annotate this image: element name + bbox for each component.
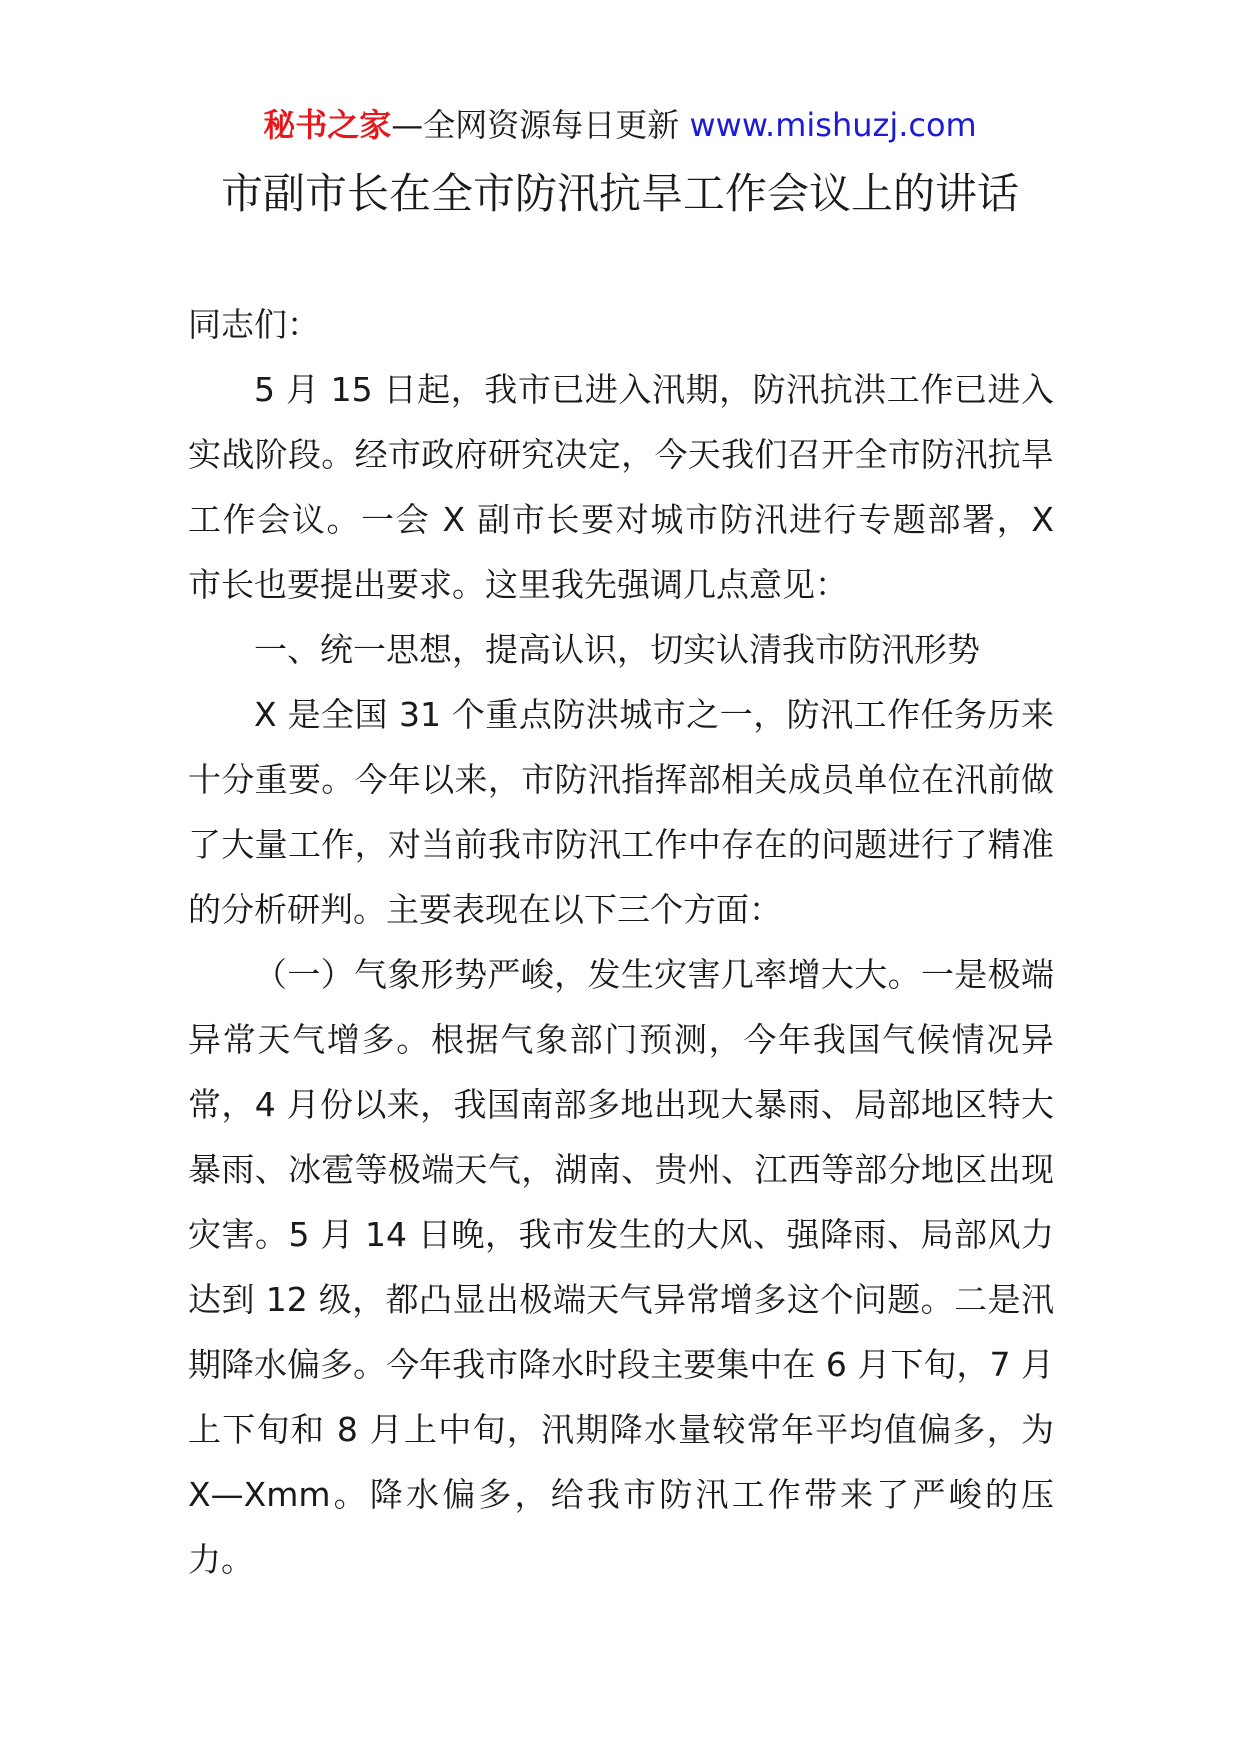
document-body xyxy=(188,292,1054,1592)
paragraph-weather: （一）气象形势严峻，发生灾害几率增大大。一是极端异常天气增多。根据气象部门预测，今年我国气候情况异常，4 月份以来，我国南部多地出现大暴雨、局部地区特大暴雨、冰雹等极端天气，湖南、贵州、江西等部分地区出现灾害。5 月 14 日晚，我市发生的大风、强降雨、局部风力达到 12 级，都凸显出极端天气异常增多这个问题。二是汛期降水偏多。今年我市降水时段主要集中在 6 月下旬，7 月上下旬和 8 月上中旬，汛期降水量较常年平均值偏多，为 X—Xmm。降水偏多，给我市防汛工作带来了严峻的压力。 xyxy=(188,955,1054,1579)
document-title: 市副市长在全市防汛抗旱工作会议上的讲话 xyxy=(220,169,1019,218)
section-heading-1: 一、统一思想，提高认识，切实认清我市防汛形势 xyxy=(254,630,980,669)
site-url-link[interactable]: www.mishuzj.com xyxy=(689,106,977,144)
paragraph-intro: 5 月 15 日起，我市已进入汛期，防汛抗洪工作已进入实战阶段。经市政府研究决定，今天我们召开全市防汛抗旱工作会议。一会 X 副市长要对城市防汛进行专题部署，X 市长也要提出要求。这里我先强调几点意见： xyxy=(188,370,1054,604)
header-slogan: —全网资源每日更新 xyxy=(391,106,690,144)
site-header xyxy=(0,103,1240,147)
salutation: 同志们： xyxy=(188,305,320,344)
brand-name: 秘书之家 xyxy=(263,106,392,144)
paragraph-situation: X 是全国 31 个重点防洪城市之一，防汛工作任务历来十分重要。今年以来，市防汛指挥部相关成员单位在汛前做了大量工作，对当前我市防汛工作中存在的问题进行了精准的分析研判。主要表现在以下三个方面： xyxy=(188,695,1054,929)
